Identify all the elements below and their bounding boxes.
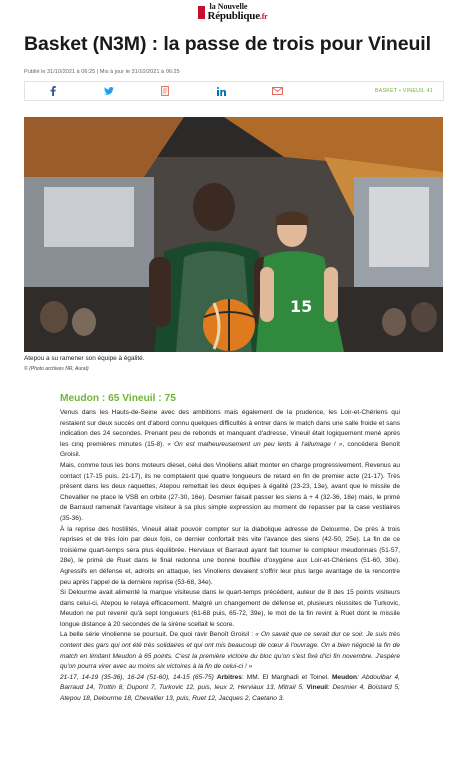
paragraph-1-text: Venus dans les Hauts-de-Seine avec des ambitions mais également de la prudence, les Loir-et-Chériens qui restaient sur deux succès ont d'abord connu quelques difficultés à entrer dans le match dans une salle froide et sans indication des 24 secondes. Prenant peu de rebonds et manquant d'adresse, Vineuil était logiquement mené après les cinq premières minutes (15-8). xyxy=(60,409,400,448)
share-facebook-button[interactable] xyxy=(25,82,81,100)
quote-1: « On est malheureusement un peu lents à l'allumage ! » xyxy=(167,440,343,448)
publish-dates: Publié le 31/10/2021 à 06:25 | Mis à jour le 31/10/2021 à 06:25 xyxy=(24,69,180,75)
tag-basket[interactable]: BASKET xyxy=(374,88,398,94)
share-twitter-button[interactable] xyxy=(81,82,137,100)
paragraph-4: Si Delourme avait alimenté la marque visiteuse dans le quart-temps précédent, auteur de 8 des 15 points visiteurs dans celui-ci, Atepou le relaya efficacement. Malgré un changement de défense et, plusieurs réussites de Turkovic, Meudon ne put revenir qu'à sept longueurs (61-68 puis, 65-72, 39e), le mot de la fin revint à Ruet dont le missile longue distance à 20 secondes de la sirène scellait le score. xyxy=(60,589,400,628)
quote-2: « On savait que ce serait dur ce soir. Je suis très content des gars qui ont été très solidaires et qui ont mis beaucoup de cœur à l'ouvrage. On a bien négocié la fin de match en limitant Meudon à 65 points. C'est la première victoire du bloc qu'on s'est fixé d'ici fin novembre. J'espère qu'on pourra virer avec au moins six victoires à la fin de celui-ci ! » xyxy=(60,631,400,671)
vineuil-label: Vineuil xyxy=(306,684,328,692)
photo-credit: © (Photo archives NR, Aurat) xyxy=(24,366,89,372)
basketball-photo-illustration xyxy=(24,117,443,352)
article-body xyxy=(60,408,400,705)
share-bar xyxy=(24,81,444,101)
photo-caption: Atepou a su ramener son équipe à égalité. xyxy=(24,355,145,362)
twitter-icon xyxy=(104,87,114,95)
paragraph-2: Mais, comme tous les bons moteurs diesel, celui des Vinoliens allait monter en charge progressivement. Revenus au contact (17-15 puis, 21-17), ils ne comptaient que quatre longueurs de retard en fin de premier acte (21-17). Très présent dans les deux raquettes, Atepou remettait les deux équipes à égalité (23-23, 13e), avant que le missile de Chevallier ne place le VSB en orbite (27-30, 16e). Desmier faisait passer les siens à + 4 (32-36, 18e) mais, le primé de Barraud ramenait l'avantage visiteur à sa plus simple expression au moment de repasser par la case vestiaires (35-36). xyxy=(60,461,400,522)
site-logo[interactable] xyxy=(207,3,267,22)
print-button[interactable] xyxy=(137,82,193,100)
email-icon xyxy=(272,87,283,95)
score-heading: Meudon : 65 Vineuil : 75 xyxy=(60,393,176,404)
share-email-button[interactable] xyxy=(249,82,305,100)
vineuil-roster: : Desmier 4, Boistard 5, Atepou 18, Delourme 18, Chevallier 13, puis, Ruet 12, Jacques 2, Caetano 3. xyxy=(60,684,400,703)
masthead xyxy=(0,3,475,24)
logo-suffix: .fr xyxy=(259,12,268,21)
paragraph-3: À la reprise des hostilités, Vineuil allait pouvoir compter sur la diabolique adresse de Delourme. De près à trois reprises et de très loin par deux fois, ce dernier confortait très vite l'avance des siens (42-50, 25e). La fin de ce troisième quart-temps sera plus équilibrée. Herviaux et Barraud ayant fait tourner le compteur meudonnais (51-57, 28e), le primé de Ruet dans le final redonna une bonne bouffée d'oxygène aux Loir-et-Chériens (51-60, 30e). Agressifs en défense et, adroits en attaque, les Vinoliens devaient s'offrir leur plus large avantage de la rencontre peu après l'appel de la dernière reprise (53-68, 34e). xyxy=(60,525,400,586)
tag-vineuil[interactable]: VINEUIL 41 xyxy=(402,88,433,94)
meudon-roster: : Abdoulbar 4, Barraud 14, Trottin 8, Dupont 7, Turkovic 12, puis, Ieux 2, Herviaux 13, Mitrail 5. xyxy=(60,673,400,692)
paragraph-1 xyxy=(60,408,400,461)
logo-line2 xyxy=(207,11,267,22)
jersey-number: 15 xyxy=(290,297,313,316)
print-icon xyxy=(161,86,169,96)
referees-label: Arbitres xyxy=(216,673,242,681)
logo-mark xyxy=(198,6,205,19)
share-linkedin-button[interactable] xyxy=(193,82,249,100)
quarter-scores: 21-17, 14-19 (35-36), 16-24 (51-60), 14-15 (65-75) xyxy=(60,673,214,681)
logo-line1: la Nouvelle xyxy=(209,2,248,11)
paragraph-5-lead: La belle série vinolienne se poursuit. De quoi ravir Benoît Groisil : xyxy=(60,631,254,639)
referees: : MM. El Marghadi et Toinel. xyxy=(241,673,329,681)
match-stats xyxy=(60,673,400,705)
logo-name: République xyxy=(207,10,260,22)
facebook-icon xyxy=(50,86,56,96)
article-tags xyxy=(375,88,433,94)
paragraph-5 xyxy=(60,630,400,672)
meudon-label: Meudon xyxy=(331,673,358,681)
article-headline: Basket (N3M) : la passe de trois pour Vineuil xyxy=(24,33,431,55)
tag-separator: • xyxy=(398,88,403,94)
article-photo xyxy=(24,117,443,352)
linkedin-icon xyxy=(217,87,226,96)
paragraph-1-tail: , concédera Benoît Groisil. xyxy=(60,440,400,459)
